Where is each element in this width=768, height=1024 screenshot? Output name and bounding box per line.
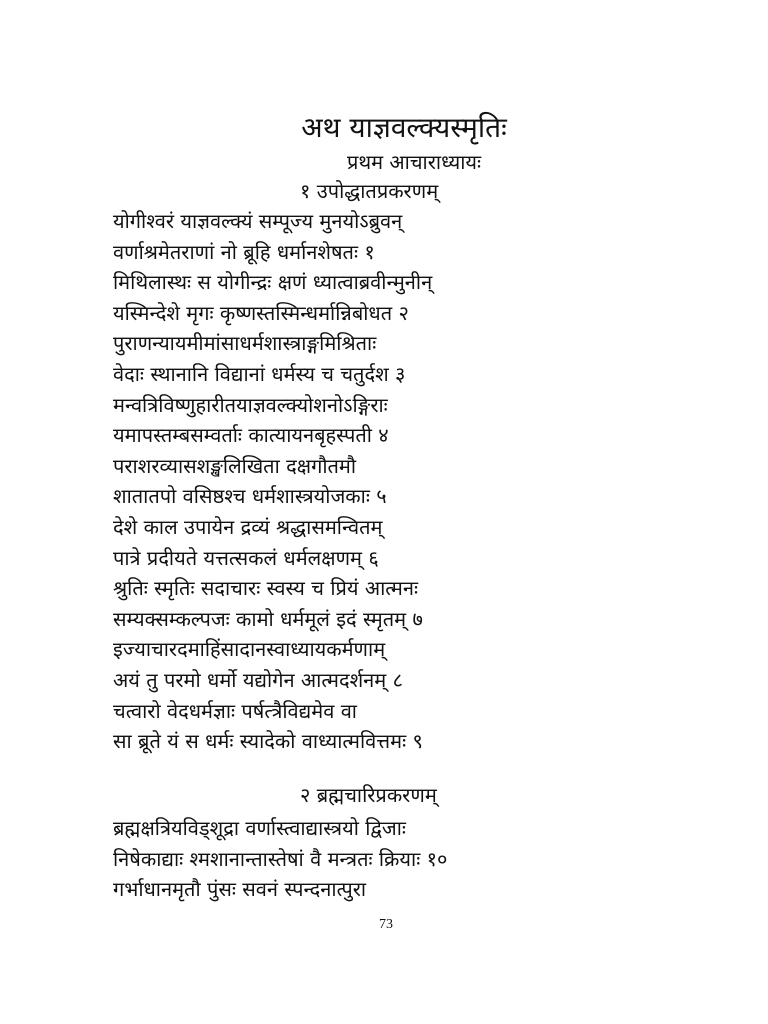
verse-line: यस्मिन्देशे मृगः कृष्णस्तस्मिन्धर्मान्निबोधत २ [113, 300, 409, 325]
verse-line: पराशरव्यासशङ्खलिखिता दक्षगौतमौ [113, 453, 357, 478]
section-heading: १ उपोद्धातप्रकरणम् [300, 179, 439, 203]
verse-line: श्रुतिः स्मृतिः सदाचारः स्वस्य च प्रियं आत्मनः [113, 576, 419, 601]
verse-line: वेदाः स्थानानि विद्यानां धर्मस्य च चतुर्दश ३ [113, 361, 406, 386]
verse-line: इज्याचारदमाहिंसादानस्वाध्यायकर्मणाम् [113, 637, 386, 662]
verse-line: पुराणन्यायमीमांसाधर्मशास्त्राङ्गमिश्रिताः [113, 331, 377, 356]
verse-line: सा ब्रूते यं स धर्मः स्यादेको वाध्यात्मवित्तमः ९ [113, 729, 423, 754]
chapter-subtitle: प्रथम आचाराध्यायः [346, 150, 482, 174]
verse-line: सम्यक्सम्कल्पजः कामो धर्ममूलं इदं स्मृतम् ७ [113, 606, 423, 631]
verse-line: वर्णाश्रमेतराणां नो ब्रूहि धर्मानशेषतः १ [113, 239, 375, 264]
verse-list [113, 813, 733, 905]
verse-line: मिथिलास्थः स योगीन्द्रः क्षणं ध्यात्वाब्रवीन्मुनीन् [113, 270, 433, 295]
verse-line: मन्वत्रिविष्णुहारीतयाज्ञवल्क्योशनोऽङ्गिराः [113, 392, 388, 417]
section-heading: २ ब्रह्मचारिप्रकरणम् [300, 783, 437, 807]
verse-line: अयं तु परमो धर्मो यद्योगेन आत्मदर्शनम् ८ [113, 667, 403, 692]
verse-line: पात्रे प्रदीयते यत्तत्सकलं धर्मलक्षणम् ६ [113, 545, 379, 570]
verse-line: गर्भाधानमृतौ पुंसः सवनं स्पन्दनात्पुरा [113, 877, 367, 902]
document-title: अथ याज्ञवल्क्यस्मृतिः [301, 111, 507, 144]
verse-line: योगीश्वरं याज्ञवल्क्यं सम्पूज्य मुनयोऽब्रुवन् [113, 209, 403, 233]
verse-line: यमापस्तम्बसम्वर्ताः कात्यायनबृहस्पती ४ [113, 423, 389, 448]
verse-list [113, 206, 733, 757]
page-number: 73 [379, 917, 393, 932]
verse-line: निषेकाद्याः श्मशानान्तास्तेषां वै मन्त्रतः क्रियाः १० [113, 846, 448, 871]
verse-line: देशे काल उपायेन द्रव्यं श्रद्धासमन्वितम् [113, 514, 383, 539]
verse-line: शातातपो वसिष्ठश्च धर्मशास्त्रयोजकाः ५ [113, 484, 387, 509]
verse-line: चत्वारो वेदधर्मज्ञाः पर्षत्त्रैविद्यमेव वा [113, 698, 357, 723]
verse-line: ब्रह्मक्षत्रियविड्शूद्रा वर्णास्त्वाद्यास्त्रयो द्विजाः [113, 816, 406, 840]
